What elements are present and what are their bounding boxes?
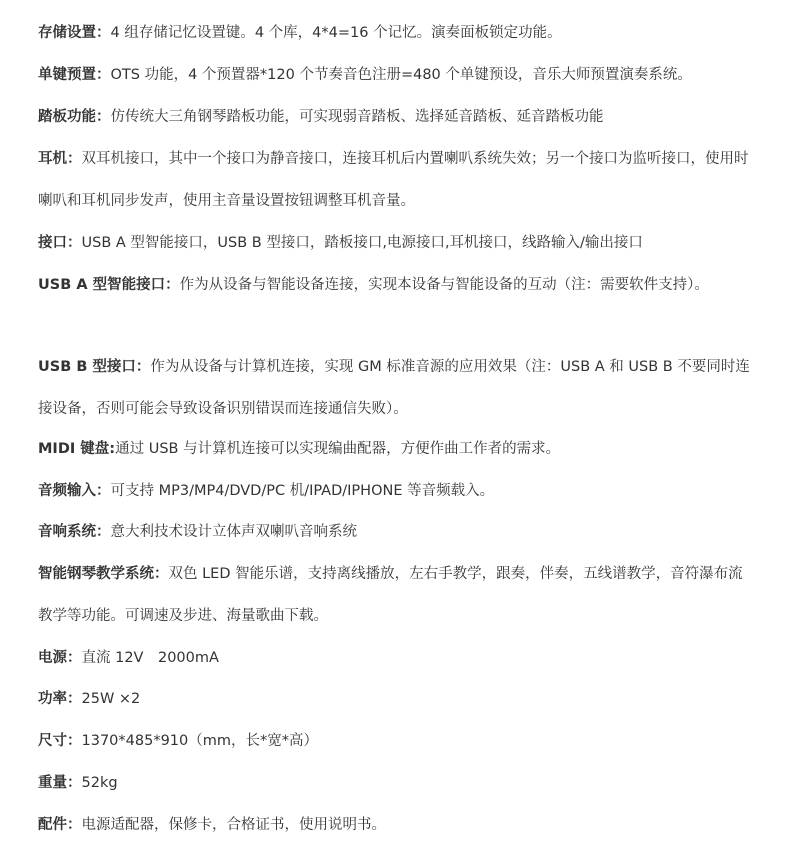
spec-value: 52kg (81, 775, 118, 791)
spec-one-touch (38, 54, 750, 96)
spec-storage (38, 12, 750, 54)
spec-label: MIDI 键盘: (38, 441, 116, 457)
spec-value: 25W ×2 (81, 691, 141, 707)
spec-value: 1370*485*910（mm，长*宽*高） (81, 733, 319, 749)
spec-label: 尺寸： (38, 733, 82, 749)
spec-value: 作为从设备与智能设备连接，实现本设备与智能设备的互动（注：需要软件支持）。 (179, 277, 709, 293)
spec-usb-b (38, 346, 750, 430)
spec-label: 音响系统： (38, 524, 111, 540)
spec-label: 功率： (38, 691, 82, 707)
spec-label: 智能钢琴教学系统： (38, 566, 169, 582)
spec-label: 单键预置： (38, 67, 111, 83)
spec-value: USB A 型智能接口，USB B 型接口，踏板接口,电源接口,耳机接口，线路输入/输出接口 (81, 235, 643, 251)
spec-value: OTS 功能，4 个预置器*120 个节奏音色注册=480 个单键预设，音乐大师预置演奏系统。 (110, 67, 692, 83)
spec-usb-a (38, 264, 750, 306)
spec-audio-input (38, 470, 750, 512)
spec-label: USB A 型智能接口： (38, 277, 180, 293)
spec-label: 配件： (38, 817, 82, 833)
spec-wattage (38, 678, 750, 720)
spec-label: 耳机： (38, 151, 82, 167)
spec-value: 电源适配器，保修卡，合格证书，使用说明书。 (81, 817, 386, 833)
spec-dimensions (38, 720, 750, 762)
spec-weight (38, 762, 750, 804)
spec-label: 存储设置： (38, 25, 111, 41)
spec-value: 仿传统大三角钢琴踏板功能，可实现弱音踏板、选择延音踏板、延音踏板功能 (110, 109, 604, 125)
spec-label: USB B 型接口： (38, 359, 151, 375)
spec-accessories (38, 804, 750, 846)
spec-teaching (38, 553, 750, 637)
spec-value: 双耳机接口，其中一个接口为静音接口，连接耳机后内置喇叭系统失效；另一个接口为监听接口，使用时喇叭和耳机同步发声，使用主音量设置按钮调整耳机音量。 (38, 151, 749, 209)
spec-value: 4 组存储记忆设置键。4 个库，4*4=16 个记忆。演奏面板锁定功能。 (110, 25, 562, 41)
spec-midi (38, 428, 750, 470)
spec-ports (38, 222, 750, 264)
spec-speakers (38, 511, 750, 553)
spec-label: 接口： (38, 235, 82, 251)
spec-power (38, 637, 750, 679)
spec-value: 直流 12V 2000mA (81, 650, 219, 666)
spec-headphones (38, 138, 750, 222)
spec-value: 可支持 MP3/MP4/DVD/PC 机/IPAD/IPHONE 等音频载入。 (110, 483, 495, 499)
spec-label: 重量： (38, 775, 82, 791)
spec-value: 双色 LED 智能乐谱，支持离线播放，左右手教学，跟奏，伴奏，五线谱教学，音符瀑布流教学等功能。可调速及步进、海量歌曲下载。 (38, 566, 743, 624)
spec-label: 踏板功能： (38, 109, 111, 125)
spec-value: 通过 USB 与计算机连接可以实现编曲配器，方便作曲工作者的需求。 (115, 441, 561, 457)
spec-value: 作为从设备与计算机连接，实现 GM 标准音源的应用效果（注：USB A 和 USB B 不要同时连接设备，否则可能会导致设备识别错误而连接通信失败）。 (38, 359, 750, 417)
spec-label: 电源： (38, 650, 82, 666)
spec-value: 意大利技术设计立体声双喇叭音响系统 (110, 524, 357, 540)
spec-label: 音频输入： (38, 483, 111, 499)
spec-pedal (38, 96, 750, 138)
